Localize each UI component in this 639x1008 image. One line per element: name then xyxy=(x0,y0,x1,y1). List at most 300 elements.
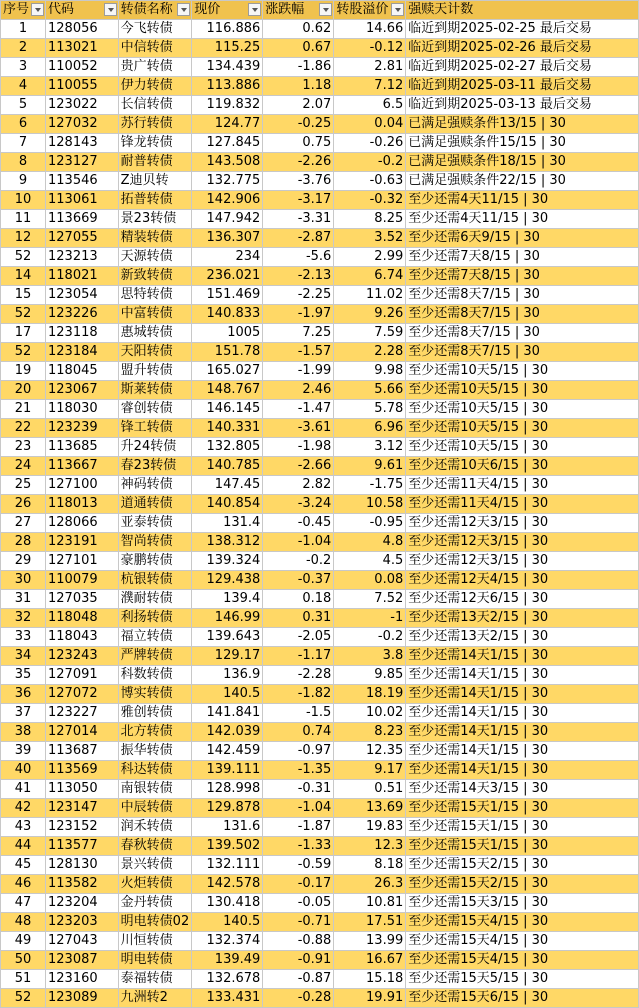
cell-premium[interactable]: 3.12 xyxy=(334,438,406,457)
cell-seq[interactable]: 29 xyxy=(1,552,46,571)
cell-change[interactable]: -2.28 xyxy=(263,666,334,685)
cell-price[interactable]: 140.5 xyxy=(192,913,263,932)
cell-price[interactable]: 132.678 xyxy=(192,970,263,989)
cell-premium[interactable]: 9.98 xyxy=(334,362,406,381)
cell-code[interactable]: 123147 xyxy=(46,799,119,818)
cell-change[interactable]: -2.66 xyxy=(263,457,334,476)
cell-seq[interactable]: 41 xyxy=(1,780,46,799)
cell-seq[interactable]: 33 xyxy=(1,628,46,647)
table-row[interactable] xyxy=(1,324,639,343)
cell-code[interactable]: 123226 xyxy=(46,305,119,324)
table-row[interactable] xyxy=(1,343,639,362)
cell-price[interactable]: 132.374 xyxy=(192,932,263,951)
filter-dropdown-icon[interactable] xyxy=(319,3,332,16)
table-row[interactable] xyxy=(1,400,639,419)
cell-change[interactable]: -2.25 xyxy=(263,286,334,305)
cell-code[interactable]: 127032 xyxy=(46,115,119,134)
cell-change[interactable]: -3.61 xyxy=(263,419,334,438)
cell-seq[interactable]: 44 xyxy=(1,837,46,856)
cell-price[interactable]: 136.307 xyxy=(192,229,263,248)
cell-price[interactable]: 142.906 xyxy=(192,191,263,210)
cell-premium[interactable]: 10.58 xyxy=(334,495,406,514)
cell-redeem-count[interactable]: 至少还需12天3/15 | 30 xyxy=(406,552,639,571)
cell-code[interactable]: 113667 xyxy=(46,457,119,476)
cell-price[interactable]: 139.502 xyxy=(192,837,263,856)
cell-seq[interactable]: 4 xyxy=(1,77,46,96)
cell-price[interactable]: 124.77 xyxy=(192,115,263,134)
cell-premium[interactable]: 13.99 xyxy=(334,932,406,951)
cell-price[interactable]: 116.886 xyxy=(192,20,263,39)
cell-redeem-count[interactable]: 已满足强赎条件15/15 | 30 xyxy=(406,134,639,153)
cell-code[interactable]: 113577 xyxy=(46,837,119,856)
cell-price[interactable]: 142.459 xyxy=(192,742,263,761)
cell-redeem-count[interactable]: 至少还需15天1/15 | 30 xyxy=(406,799,639,818)
cell-price[interactable]: 139.49 xyxy=(192,951,263,970)
header-change[interactable]: 涨跌幅 xyxy=(263,1,334,20)
table-row[interactable] xyxy=(1,248,639,267)
cell-price[interactable]: 139.324 xyxy=(192,552,263,571)
cell-premium[interactable]: -0.95 xyxy=(334,514,406,533)
cell-name[interactable]: 天源转债 xyxy=(118,248,192,267)
cell-seq[interactable]: 37 xyxy=(1,704,46,723)
cell-name[interactable]: 升24转债 xyxy=(118,438,192,457)
cell-change[interactable]: -1.97 xyxy=(263,305,334,324)
cell-premium[interactable]: -0.26 xyxy=(334,134,406,153)
cell-change[interactable]: -0.25 xyxy=(263,115,334,134)
cell-seq[interactable]: 6 xyxy=(1,115,46,134)
cell-name[interactable]: 春23转债 xyxy=(118,457,192,476)
cell-seq[interactable]: 34 xyxy=(1,647,46,666)
cell-name[interactable]: 道通转债 xyxy=(118,495,192,514)
cell-price[interactable]: 127.845 xyxy=(192,134,263,153)
table-row[interactable] xyxy=(1,894,639,913)
cell-name[interactable]: 景兴转债 xyxy=(118,856,192,875)
cell-name[interactable]: 中信转债 xyxy=(118,39,192,58)
cell-code[interactable]: 113546 xyxy=(46,172,119,191)
cell-premium[interactable]: 19.83 xyxy=(334,818,406,837)
cell-redeem-count[interactable]: 至少还需15天1/15 | 30 xyxy=(406,818,639,837)
cell-redeem-count[interactable]: 至少还需15天2/15 | 30 xyxy=(406,875,639,894)
cell-price[interactable]: 140.785 xyxy=(192,457,263,476)
table-row[interactable] xyxy=(1,837,639,856)
cell-redeem-count[interactable]: 至少还需13天2/15 | 30 xyxy=(406,628,639,647)
cell-seq[interactable]: 31 xyxy=(1,590,46,609)
cell-change[interactable]: -3.76 xyxy=(263,172,334,191)
cell-redeem-count[interactable]: 至少还需10天5/15 | 30 xyxy=(406,362,639,381)
cell-change[interactable]: 0.67 xyxy=(263,39,334,58)
cell-code[interactable]: 113050 xyxy=(46,780,119,799)
cell-premium[interactable]: 11.02 xyxy=(334,286,406,305)
filter-dropdown-icon[interactable] xyxy=(31,3,44,16)
cell-premium[interactable]: 13.69 xyxy=(334,799,406,818)
table-row[interactable] xyxy=(1,419,639,438)
cell-price[interactable]: 147.45 xyxy=(192,476,263,495)
cell-price[interactable]: 119.832 xyxy=(192,96,263,115)
cell-redeem-count[interactable]: 至少还需14天1/15 | 30 xyxy=(406,742,639,761)
cell-change[interactable]: -0.37 xyxy=(263,571,334,590)
cell-redeem-count[interactable]: 至少还需14天3/15 | 30 xyxy=(406,780,639,799)
cell-redeem-count[interactable]: 至少还需14天1/15 | 30 xyxy=(406,647,639,666)
cell-change[interactable]: -0.28 xyxy=(263,989,334,1008)
table-row[interactable] xyxy=(1,989,639,1008)
table-row[interactable] xyxy=(1,628,639,647)
cell-seq[interactable]: 8 xyxy=(1,153,46,172)
cell-code[interactable]: 110079 xyxy=(46,571,119,590)
cell-change[interactable]: -1.47 xyxy=(263,400,334,419)
cell-price[interactable]: 131.6 xyxy=(192,818,263,837)
cell-redeem-count[interactable]: 至少还需15天4/15 | 30 xyxy=(406,913,639,932)
cell-premium[interactable]: 17.51 xyxy=(334,913,406,932)
cell-code[interactable]: 123227 xyxy=(46,704,119,723)
header-premium[interactable]: 转股溢价 xyxy=(334,1,406,20)
cell-change[interactable]: -1.82 xyxy=(263,685,334,704)
cell-seq[interactable]: 49 xyxy=(1,932,46,951)
cell-redeem-count[interactable]: 至少还需7天8/15 | 30 xyxy=(406,248,639,267)
cell-premium[interactable]: 19.91 xyxy=(334,989,406,1008)
cell-name[interactable]: 博实转债 xyxy=(118,685,192,704)
cell-price[interactable]: 142.039 xyxy=(192,723,263,742)
cell-price[interactable]: 130.418 xyxy=(192,894,263,913)
cell-code[interactable]: 127100 xyxy=(46,476,119,495)
cell-change[interactable]: -2.26 xyxy=(263,153,334,172)
cell-premium[interactable]: 8.18 xyxy=(334,856,406,875)
cell-name[interactable]: 福立转债 xyxy=(118,628,192,647)
cell-name[interactable]: 盟升转债 xyxy=(118,362,192,381)
cell-price[interactable]: 165.027 xyxy=(192,362,263,381)
cell-premium[interactable]: -0.12 xyxy=(334,39,406,58)
cell-seq[interactable]: 52 xyxy=(1,989,46,1008)
cell-price[interactable]: 151.469 xyxy=(192,286,263,305)
cell-redeem-count[interactable]: 至少还需8天7/15 | 30 xyxy=(406,324,639,343)
cell-change[interactable]: -1.33 xyxy=(263,837,334,856)
cell-code[interactable]: 113685 xyxy=(46,438,119,457)
cell-price[interactable]: 129.438 xyxy=(192,571,263,590)
cell-change[interactable]: -0.88 xyxy=(263,932,334,951)
table-row[interactable] xyxy=(1,761,639,780)
cell-seq[interactable]: 42 xyxy=(1,799,46,818)
cell-change[interactable]: -0.17 xyxy=(263,875,334,894)
cell-price[interactable]: 133.431 xyxy=(192,989,263,1008)
table-row[interactable] xyxy=(1,609,639,628)
cell-code[interactable]: 123118 xyxy=(46,324,119,343)
cell-seq[interactable]: 10 xyxy=(1,191,46,210)
cell-name[interactable]: 濮耐转债 xyxy=(118,590,192,609)
cell-price[interactable]: 113.886 xyxy=(192,77,263,96)
cell-redeem-count[interactable]: 至少还需15天2/15 | 30 xyxy=(406,856,639,875)
cell-code[interactable]: 123213 xyxy=(46,248,119,267)
cell-code[interactable]: 123054 xyxy=(46,286,119,305)
table-row[interactable] xyxy=(1,780,639,799)
cell-price[interactable]: 143.508 xyxy=(192,153,263,172)
cell-price[interactable]: 140.331 xyxy=(192,419,263,438)
table-row[interactable] xyxy=(1,647,639,666)
cell-premium[interactable]: 6.5 xyxy=(334,96,406,115)
cell-name[interactable]: 锋龙转债 xyxy=(118,134,192,153)
cell-name[interactable]: 贵广转债 xyxy=(118,58,192,77)
cell-redeem-count[interactable]: 至少还需8天7/15 | 30 xyxy=(406,286,639,305)
cell-name[interactable]: 苏行转债 xyxy=(118,115,192,134)
cell-redeem-count[interactable]: 至少还需15天6/15 | 30 xyxy=(406,989,639,1008)
cell-redeem-count[interactable]: 至少还需6天9/15 | 30 xyxy=(406,229,639,248)
cell-name[interactable]: 中辰转债 xyxy=(118,799,192,818)
cell-change[interactable]: -1.57 xyxy=(263,343,334,362)
cell-code[interactable]: 123022 xyxy=(46,96,119,115)
cell-premium[interactable]: -0.32 xyxy=(334,191,406,210)
cell-name[interactable]: 睿创转债 xyxy=(118,400,192,419)
table-row[interactable] xyxy=(1,723,639,742)
cell-code[interactable]: 127055 xyxy=(46,229,119,248)
cell-name[interactable]: 豪鹏转债 xyxy=(118,552,192,571)
cell-change[interactable]: -2.13 xyxy=(263,267,334,286)
cell-premium[interactable]: 12.35 xyxy=(334,742,406,761)
cell-code[interactable]: 113061 xyxy=(46,191,119,210)
table-row[interactable] xyxy=(1,875,639,894)
cell-code[interactable]: 118013 xyxy=(46,495,119,514)
cell-premium[interactable]: 4.8 xyxy=(334,533,406,552)
cell-change[interactable]: -0.45 xyxy=(263,514,334,533)
cell-redeem-count[interactable]: 至少还需15天5/15 | 30 xyxy=(406,970,639,989)
cell-name[interactable]: 火炬转债 xyxy=(118,875,192,894)
cell-name[interactable]: 明电转债02 xyxy=(118,913,192,932)
cell-name[interactable]: 斯莱转债 xyxy=(118,381,192,400)
cell-redeem-count[interactable]: 至少还需8天7/15 | 30 xyxy=(406,343,639,362)
cell-code[interactable]: 118030 xyxy=(46,400,119,419)
cell-code[interactable]: 127091 xyxy=(46,666,119,685)
cell-price[interactable]: 151.78 xyxy=(192,343,263,362)
cell-change[interactable]: -1.98 xyxy=(263,438,334,457)
cell-premium[interactable]: 5.78 xyxy=(334,400,406,419)
cell-premium[interactable]: 15.18 xyxy=(334,970,406,989)
cell-code[interactable]: 113582 xyxy=(46,875,119,894)
cell-change[interactable]: -1.87 xyxy=(263,818,334,837)
cell-redeem-count[interactable]: 至少还需8天7/15 | 30 xyxy=(406,305,639,324)
cell-seq[interactable]: 30 xyxy=(1,571,46,590)
table-row[interactable] xyxy=(1,514,639,533)
table-row[interactable] xyxy=(1,552,639,571)
cell-premium[interactable]: 2.81 xyxy=(334,58,406,77)
table-row[interactable] xyxy=(1,77,639,96)
cell-premium[interactable]: -1.75 xyxy=(334,476,406,495)
cell-premium[interactable]: 6.74 xyxy=(334,267,406,286)
cell-premium[interactable]: -0.63 xyxy=(334,172,406,191)
cell-seq[interactable]: 38 xyxy=(1,723,46,742)
cell-seq[interactable]: 14 xyxy=(1,267,46,286)
cell-seq[interactable]: 35 xyxy=(1,666,46,685)
cell-premium[interactable]: 10.81 xyxy=(334,894,406,913)
cell-premium[interactable]: 16.67 xyxy=(334,951,406,970)
cell-change[interactable]: -1.5 xyxy=(263,704,334,723)
cell-premium[interactable]: 10.02 xyxy=(334,704,406,723)
cell-change[interactable]: -3.31 xyxy=(263,210,334,229)
table-row[interactable] xyxy=(1,704,639,723)
cell-name[interactable]: 亚泰转债 xyxy=(118,514,192,533)
cell-name[interactable]: 精装转债 xyxy=(118,229,192,248)
table-row[interactable] xyxy=(1,39,639,58)
cell-change[interactable]: -0.91 xyxy=(263,951,334,970)
cell-name[interactable]: 金丹转债 xyxy=(118,894,192,913)
cell-redeem-count[interactable]: 临近到期2025-02-27 最后交易 xyxy=(406,58,639,77)
cell-change[interactable]: 2.07 xyxy=(263,96,334,115)
table-row[interactable] xyxy=(1,229,639,248)
cell-redeem-count[interactable]: 至少还需12天4/15 | 30 xyxy=(406,571,639,590)
cell-code[interactable]: 123089 xyxy=(46,989,119,1008)
cell-change[interactable]: 2.46 xyxy=(263,381,334,400)
cell-seq[interactable]: 9 xyxy=(1,172,46,191)
cell-name[interactable]: 南银转债 xyxy=(118,780,192,799)
table-row[interactable] xyxy=(1,495,639,514)
cell-price[interactable]: 139.643 xyxy=(192,628,263,647)
cell-seq[interactable]: 47 xyxy=(1,894,46,913)
cell-price[interactable]: 139.4 xyxy=(192,590,263,609)
table-row[interactable] xyxy=(1,191,639,210)
cell-seq[interactable]: 21 xyxy=(1,400,46,419)
cell-change[interactable]: -0.2 xyxy=(263,552,334,571)
cell-name[interactable]: 振华转债 xyxy=(118,742,192,761)
cell-code[interactable]: 127072 xyxy=(46,685,119,704)
cell-price[interactable]: 146.99 xyxy=(192,609,263,628)
cell-seq[interactable]: 12 xyxy=(1,229,46,248)
cell-price[interactable]: 236.021 xyxy=(192,267,263,286)
cell-change[interactable]: -1.35 xyxy=(263,761,334,780)
header-redeem-count[interactable]: 强赎天计数 xyxy=(406,1,639,20)
cell-redeem-count[interactable]: 至少还需15天4/15 | 30 xyxy=(406,932,639,951)
cell-redeem-count[interactable]: 至少还需12天3/15 | 30 xyxy=(406,514,639,533)
cell-price[interactable]: 148.767 xyxy=(192,381,263,400)
cell-price[interactable]: 1005 xyxy=(192,324,263,343)
cell-premium[interactable]: -0.2 xyxy=(334,628,406,647)
cell-code[interactable]: 123191 xyxy=(46,533,119,552)
table-row[interactable] xyxy=(1,457,639,476)
cell-premium[interactable]: 18.19 xyxy=(334,685,406,704)
cell-price[interactable]: 129.17 xyxy=(192,647,263,666)
cell-premium[interactable]: 9.17 xyxy=(334,761,406,780)
header-price[interactable]: 现价 xyxy=(192,1,263,20)
cell-seq[interactable]: 7 xyxy=(1,134,46,153)
cell-name[interactable]: 利扬转债 xyxy=(118,609,192,628)
cell-change[interactable]: -0.97 xyxy=(263,742,334,761)
cell-seq[interactable]: 27 xyxy=(1,514,46,533)
cell-redeem-count[interactable]: 至少还需15天4/15 | 30 xyxy=(406,951,639,970)
cell-premium[interactable]: 9.61 xyxy=(334,457,406,476)
cell-redeem-count[interactable]: 至少还需15天3/15 | 30 xyxy=(406,894,639,913)
cell-change[interactable]: 2.82 xyxy=(263,476,334,495)
cell-price[interactable]: 134.439 xyxy=(192,58,263,77)
cell-name[interactable]: 科达转债 xyxy=(118,761,192,780)
cell-name[interactable]: 杭银转债 xyxy=(118,571,192,590)
cell-premium[interactable]: 12.3 xyxy=(334,837,406,856)
cell-redeem-count[interactable]: 至少还需12天3/15 | 30 xyxy=(406,533,639,552)
cell-seq[interactable]: 36 xyxy=(1,685,46,704)
cell-premium[interactable]: 9.85 xyxy=(334,666,406,685)
header-seq[interactable]: 序号 xyxy=(1,1,46,20)
table-row[interactable] xyxy=(1,134,639,153)
table-row[interactable] xyxy=(1,951,639,970)
cell-seq[interactable]: 45 xyxy=(1,856,46,875)
cell-change[interactable]: -2.05 xyxy=(263,628,334,647)
cell-code[interactable]: 113021 xyxy=(46,39,119,58)
cell-change[interactable]: -3.24 xyxy=(263,495,334,514)
cell-premium[interactable]: 7.52 xyxy=(334,590,406,609)
cell-code[interactable]: 123067 xyxy=(46,381,119,400)
cell-redeem-count[interactable]: 至少还需10天6/15 | 30 xyxy=(406,457,639,476)
cell-code[interactable]: 127035 xyxy=(46,590,119,609)
cell-change[interactable]: -0.05 xyxy=(263,894,334,913)
table-row[interactable] xyxy=(1,58,639,77)
cell-code[interactable]: 123127 xyxy=(46,153,119,172)
cell-seq[interactable]: 15 xyxy=(1,286,46,305)
cell-seq[interactable]: 17 xyxy=(1,324,46,343)
cell-change[interactable]: -5.6 xyxy=(263,248,334,267)
cell-redeem-count[interactable]: 至少还需10天5/15 | 30 xyxy=(406,438,639,457)
cell-seq[interactable]: 2 xyxy=(1,39,46,58)
cell-price[interactable]: 128.998 xyxy=(192,780,263,799)
cell-premium[interactable]: 5.66 xyxy=(334,381,406,400)
cell-seq[interactable]: 5 xyxy=(1,96,46,115)
cell-change[interactable]: -0.31 xyxy=(263,780,334,799)
table-row[interactable] xyxy=(1,305,639,324)
cell-redeem-count[interactable]: 临近到期2025-02-25 最后交易 xyxy=(406,20,639,39)
cell-change[interactable]: 0.31 xyxy=(263,609,334,628)
cell-name[interactable]: 惠城转债 xyxy=(118,324,192,343)
cell-price[interactable]: 234 xyxy=(192,248,263,267)
cell-premium[interactable]: 7.59 xyxy=(334,324,406,343)
cell-redeem-count[interactable]: 已满足强赎条件22/15 | 30 xyxy=(406,172,639,191)
cell-premium[interactable]: 6.96 xyxy=(334,419,406,438)
cell-name[interactable]: 泰福转债 xyxy=(118,970,192,989)
cell-price[interactable]: 141.841 xyxy=(192,704,263,723)
cell-seq[interactable]: 46 xyxy=(1,875,46,894)
filter-dropdown-icon[interactable] xyxy=(177,3,190,16)
cell-name[interactable]: 春秋转债 xyxy=(118,837,192,856)
cell-redeem-count[interactable]: 至少还需12天6/15 | 30 xyxy=(406,590,639,609)
cell-premium[interactable]: -1 xyxy=(334,609,406,628)
cell-change[interactable]: -3.17 xyxy=(263,191,334,210)
cell-price[interactable]: 138.312 xyxy=(192,533,263,552)
table-row[interactable] xyxy=(1,210,639,229)
cell-name[interactable]: 北方转债 xyxy=(118,723,192,742)
cell-premium[interactable]: 3.52 xyxy=(334,229,406,248)
cell-code[interactable]: 123239 xyxy=(46,419,119,438)
table-row[interactable] xyxy=(1,438,639,457)
cell-name[interactable]: 明电转债 xyxy=(118,951,192,970)
cell-redeem-count[interactable]: 至少还需4天11/15 | 30 xyxy=(406,191,639,210)
table-row[interactable] xyxy=(1,115,639,134)
cell-seq[interactable]: 40 xyxy=(1,761,46,780)
cell-price[interactable]: 139.111 xyxy=(192,761,263,780)
cell-redeem-count[interactable]: 至少还需7天8/15 | 30 xyxy=(406,267,639,286)
cell-name[interactable]: 神码转债 xyxy=(118,476,192,495)
cell-seq[interactable]: 28 xyxy=(1,533,46,552)
cell-premium[interactable]: 0.04 xyxy=(334,115,406,134)
cell-price[interactable]: 136.9 xyxy=(192,666,263,685)
cell-price[interactable]: 147.942 xyxy=(192,210,263,229)
cell-code[interactable]: 128130 xyxy=(46,856,119,875)
cell-name[interactable]: 新致转债 xyxy=(118,267,192,286)
cell-code[interactable]: 110055 xyxy=(46,77,119,96)
cell-change[interactable]: -0.71 xyxy=(263,913,334,932)
cell-name[interactable]: 今飞转债 xyxy=(118,20,192,39)
table-row[interactable] xyxy=(1,818,639,837)
table-row[interactable] xyxy=(1,20,639,39)
table-row[interactable] xyxy=(1,533,639,552)
cell-seq[interactable]: 23 xyxy=(1,438,46,457)
cell-name[interactable]: 九洲转2 xyxy=(118,989,192,1008)
cell-code[interactable]: 113687 xyxy=(46,742,119,761)
cell-change[interactable]: -1.17 xyxy=(263,647,334,666)
cell-redeem-count[interactable]: 已满足强赎条件13/15 | 30 xyxy=(406,115,639,134)
cell-premium[interactable]: 2.99 xyxy=(334,248,406,267)
cell-seq[interactable]: 11 xyxy=(1,210,46,229)
